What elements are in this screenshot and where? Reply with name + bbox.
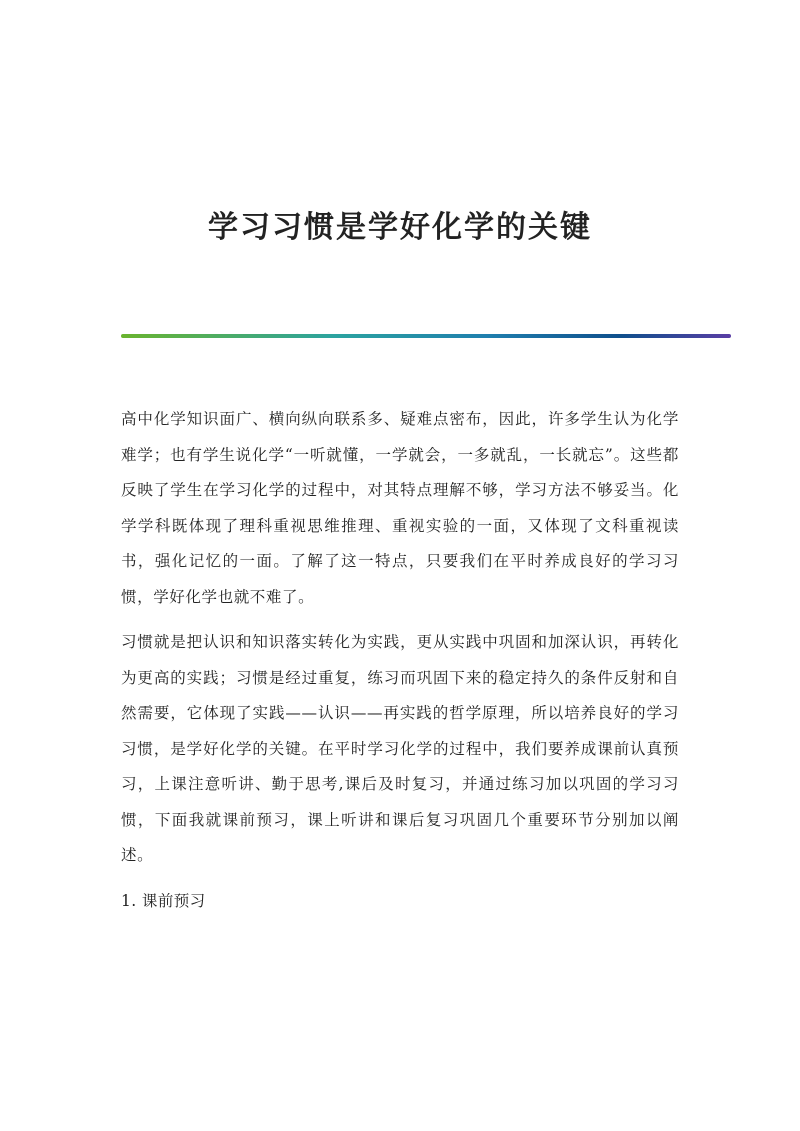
- document-body: [121, 402, 679, 919]
- document-title: 学习习惯是学好化学的关键: [208, 210, 592, 246]
- paragraph-2: 习惯就是把认识和知识落实转化为实践，更从实践中巩固和加深认识，再转化为更高的实践；习惯是经过重复，练习而巩固下来的稳定持久的条件反射和自然需要，它体现了实践——认识——再实践的哲学原理，所以培养良好的学习习惯，是学好化学的关键。在平时学习化学的过程中，我们要养成课前认真预习，上课注意听讲、勤于思考,课后及时复习，并通过练习加以巩固的学习习惯，下面我就课前预习，课上听讲和课后复习巩固几个重要环节分别加以阐述。: [121, 633, 679, 864]
- paragraph-1: 高中化学知识面广、横向纵向联系多、疑难点密布，因此，许多学生认为化学难学；也有学生说化学“一听就懂，一学就会，一多就乱，一长就忘”。这些都反映了学生在学习化学的过程中，对其特点理解不够，学习方法不够妥当。化学学科既体现了理科重视思维推理、重视实验的一面，又体现了文科重视读书，强化记忆的一面。了解了这一特点，只要我们在平时养成良好的学习习惯，学好化学也就不难了。: [121, 410, 679, 606]
- title-divider: [121, 334, 731, 338]
- section-heading: 1. 课前预习: [121, 891, 206, 910]
